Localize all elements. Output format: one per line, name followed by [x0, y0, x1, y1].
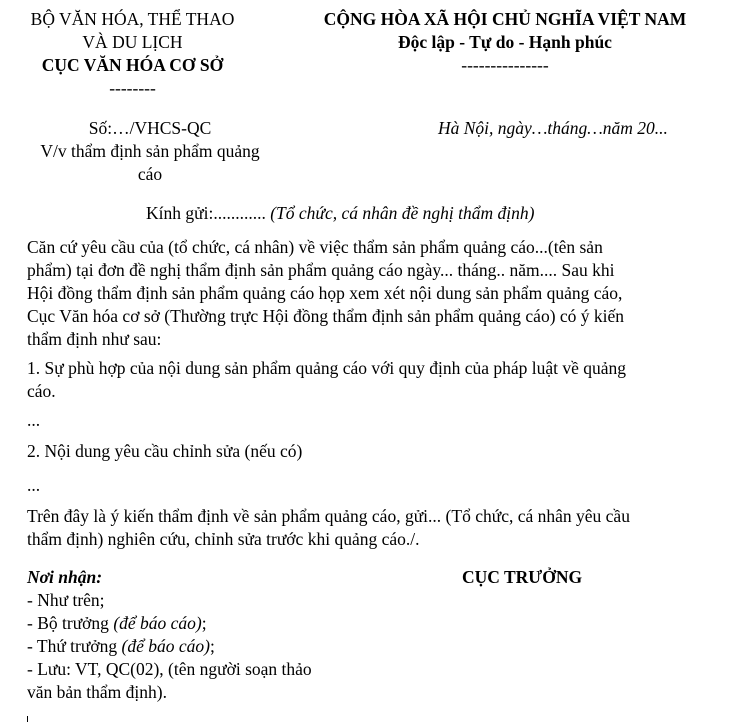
salutation-recipient: (Tổ chức, cá nhân đề nghị thẩm định) [270, 203, 535, 223]
recipients-list [27, 566, 312, 704]
country-name: CỘNG HÒA XÃ HỘI CHỦ NGHĨA VIỆT NAM [323, 9, 687, 29]
paragraph-line: Cục Văn hóa cơ sở (Thường trực Hội đồng thẩm định sản phẩm quảng cáo) có ý kiến [27, 306, 625, 326]
recipient-suffix: ; [201, 613, 207, 633]
header-left-separator: -------- [109, 78, 156, 98]
document-reference [20, 117, 280, 186]
national-motto: Độc lập - Tự do - Hạnh phúc [398, 32, 612, 52]
paragraph-line: Hội đồng thẩm định sản phẩm quảng cáo họp xem xét nội dung sản phẩm quảng cáo, [27, 283, 623, 303]
recipient-text: - Lưu: VT, QC(02), (tên người soạn thảo [27, 659, 312, 679]
paragraph-line: thẩm định như sau: [27, 329, 162, 349]
salutation-label: Kính gửi:............ [146, 203, 271, 223]
recipient-item [27, 589, 312, 612]
recipient-item [27, 681, 312, 704]
document-subject-line2: cáo [137, 164, 163, 184]
place-and-date: Hà Nội, ngày…tháng…năm 20... [438, 118, 668, 138]
recipient-item [27, 612, 312, 635]
section-1-heading [27, 357, 717, 403]
section-2-placeholder: ... [27, 475, 41, 495]
paragraph-line: Căn cứ yêu cầu của (tổ chức, cá nhân) về việc thẩm sản phẩm quảng cáo...(tên sản [27, 237, 603, 257]
recipient-text: - Thứ trưởng [27, 636, 122, 656]
signatory-title: CỤC TRƯỞNG [462, 567, 583, 587]
text-cursor-icon [27, 716, 28, 722]
ministry-name-line2: VÀ DU LỊCH [82, 32, 183, 52]
document-number: Số:…/VHCS-QC [88, 118, 212, 138]
recipient-text: - Bộ trưởng [27, 613, 114, 633]
ministry-name-line1: BỘ VĂN HÓA, THỂ THAO [30, 9, 235, 29]
paragraph-line: 1. Sự phù hợp của nội dung sản phẩm quảng cáo với quy định của pháp luật về quảng [27, 358, 627, 378]
section-1-placeholder: ... [27, 410, 41, 430]
paragraph-line: thẩm định) nghiên cứu, chỉnh sửa trước khi quảng cáo./. [27, 529, 420, 549]
department-name: CỤC VĂN HÓA CƠ SỞ [41, 55, 224, 75]
paragraph-line: phẩm) tại đơn đề nghị thẩm định sản phẩm quảng cáo ngày... tháng.. năm.... Sau khi [27, 260, 615, 280]
recipient-item [27, 658, 312, 681]
closing-paragraph [27, 505, 717, 551]
recipient-item [27, 635, 312, 658]
recipient-note: (để báo cáo) [121, 636, 210, 656]
recipient-text: văn bản thẩm định). [27, 682, 167, 702]
intro-paragraph [27, 236, 717, 351]
header-right-separator: --------------- [461, 55, 549, 75]
recipients-title: Nơi nhận: [27, 567, 103, 587]
recipient-suffix: ; [209, 636, 215, 656]
paragraph-line: cáo. [27, 381, 56, 401]
recipient-text: - Như trên; [27, 590, 105, 610]
recipient-note: (để báo cáo) [113, 613, 202, 633]
section-2-heading: 2. Nội dung yêu cầu chỉnh sửa (nếu có) [27, 441, 303, 461]
paragraph-line: Trên đây là ý kiến thẩm định về sản phẩm quảng cáo, gửi... (Tổ chức, cá nhân yêu cầu [27, 506, 630, 526]
document-subject-line1: V/v thẩm định sản phẩm quảng [40, 141, 260, 161]
national-title-header [285, 8, 725, 77]
issuing-agency-header [20, 8, 245, 100]
salutation [146, 202, 534, 225]
